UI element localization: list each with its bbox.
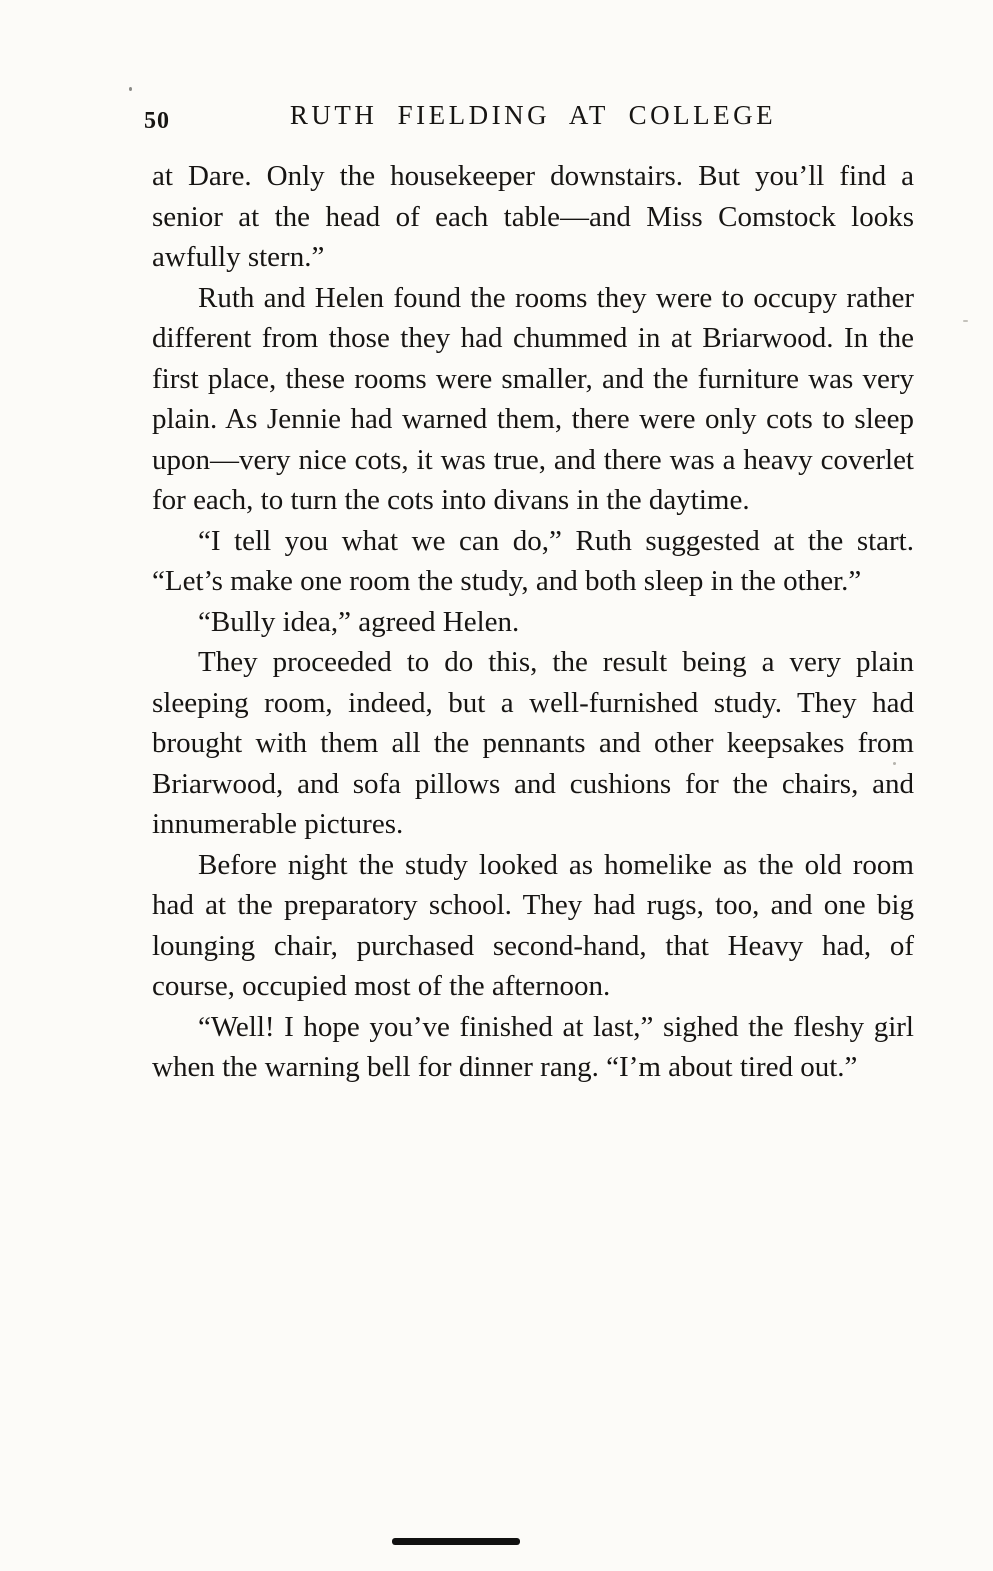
paragraph: Ruth and Helen found the rooms they were to occupy rather different from those they had chummed in at Briarwood. In the first place, these rooms were smaller, and the furniture was very plain. As Jennie had warned them, there were only cots to sleep upon—very nice cots, it was true, and there was a heavy coverlet for each, to turn the cots into divans in the daytime. [152,281,914,516]
paragraph: at Dare. Only the housekeeper downstairs. But you’ll find a senior at the head of each table—and Miss Comstock looks awfully stern.” [152,160,914,273]
running-title: RUTH FIELDING AT COLLEGE [289,100,777,130]
page-number: 50 [144,108,170,134]
scan-artifact [893,762,896,765]
page-text [152,156,914,1088]
scan-artifact [129,87,132,91]
paragraph: “I tell you what we can do,” Ruth suggested at the start. “Let’s make one room the study, and both sleep in the other.” [152,524,914,597]
page-header [144,100,916,134]
paragraph: They proceeded to do this, the result being a very plain sleeping room, indeed, but a well-furnished study. They had brought with them all the pennants and other keepsakes from Briarwood, and sofa pillows and cushions for the chairs, and innumerable pictures. [152,646,914,840]
scan-artifact [392,1538,520,1545]
paragraph: “Well! I hope you’ve finished at last,” sighed the fleshy girl when the warning bell for dinner rang. “I’m about tired out.” [152,1010,914,1083]
paragraph: Before night the study looked as homelike as the old room had at the preparatory school. They had rugs, too, and one big lounging chair, purchased second-hand, that Heavy had, of course, occupied most of the afternoon. [152,848,914,1002]
scan-artifact [963,320,968,322]
paragraph: “Bully idea,” agreed Helen. [198,605,520,638]
